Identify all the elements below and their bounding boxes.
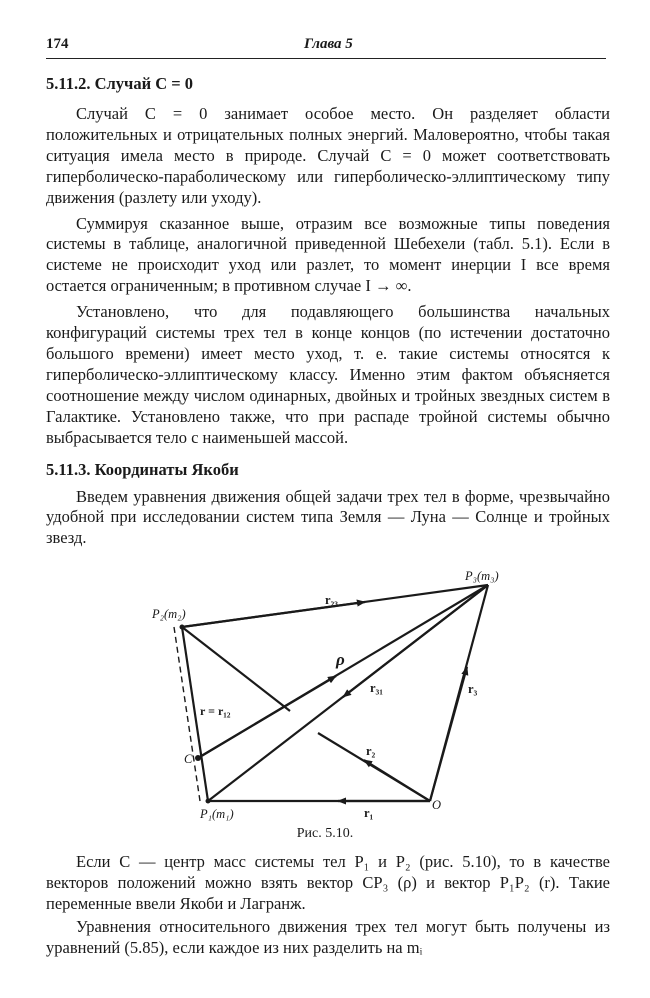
label-r31: r₃₁ xyxy=(370,681,384,695)
section-5-11-2 xyxy=(46,72,610,549)
label-r12: r = r₁₂ xyxy=(200,704,231,718)
point-c xyxy=(195,755,201,761)
page-header xyxy=(46,36,604,58)
paragraph: Уравнения относительного движения трех тел могут быть получены из уравнений (5.85), если каждое из них разделить на mᵢ xyxy=(46,916,610,957)
label-r1: r₁ xyxy=(364,806,374,820)
label-r2: r₂ xyxy=(366,744,376,758)
label-c: C xyxy=(184,752,193,766)
figure-caption: Рис. 5.10. xyxy=(296,826,354,841)
paragraph: Случай C = 0 занимает особое место. Он разделяет области положительных и отрицательных полных энергий. Маловероятно, чтобы такая ситуация имела место в природе. Случай C = 0 может соответствовать гиперболическо-параболическому или гиперболическо-эллиптическому типу движения (разлету или уходу). xyxy=(46,104,610,207)
figure-5-10 xyxy=(150,565,510,830)
label-p1: P₁(m₁) xyxy=(200,807,234,821)
paragraph: Установлено, что для подавляющего большинства начальных конфигураций системы трех тел в конце концов (по истечении достаточно большого времени) имеет место уход, т. е. такие системы относятся к гиперболическо-эллиптическому классу. Именно этим фактом объясняется соотношение между числом одинарных, двойных и тройных звездных систем в Галактике. Установлено также, что при распаде тройной системы обычно выбрасывается тело с наименьшей массой. xyxy=(46,302,610,447)
running-head: Глава 5 xyxy=(304,36,353,52)
paragraph: Если C — центр масс системы тел P₁ и P₂ (рис. 5.10), то в качестве векторов положений можно взять вектор CP₃ (ρ) и вектор P₁P₂ (r). Такие переменные ввели Якоби и Лагранж. xyxy=(46,852,610,913)
section-heading: 5.11.3. Координаты Якоби xyxy=(46,459,239,479)
section-heading: 5.11.2. Случай C = 0 xyxy=(46,74,194,93)
label-r3: r₃ xyxy=(468,682,478,696)
jacobi-coordinates-diagram xyxy=(150,565,510,830)
vector-r2-arrow xyxy=(364,760,430,801)
vector-r2 xyxy=(182,627,290,711)
paragraph: Введем уравнения движения общей задачи трех тел в форме, чрезвычайно удобной при исследовании систем типа Земля — Луна — Солнце и тройных звезд. xyxy=(46,486,610,548)
label-rho: ρ xyxy=(336,650,345,669)
label-p3: P₃(m₃) xyxy=(465,569,499,583)
label-o: O xyxy=(432,798,442,812)
point-p2 xyxy=(180,625,185,630)
label-r23: r₂₃ xyxy=(325,593,339,607)
after-figure-text xyxy=(46,852,610,959)
header-rule xyxy=(46,58,606,59)
label-p2: P₂(m₂) xyxy=(152,607,186,621)
paragraph: Суммируя сказанное выше, отразим все возможные типы поведения системы в таблице, аналогичной приведенной Шебехели (табл. 5.1). Если в системе не происходит уход или разлет, то момент инерции I все время остается ограниченным; в противном случае I → ∞. xyxy=(46,213,610,296)
point-p1 xyxy=(206,799,211,804)
page-number: 174 xyxy=(46,36,69,52)
vector-r3-arrow xyxy=(430,667,467,801)
